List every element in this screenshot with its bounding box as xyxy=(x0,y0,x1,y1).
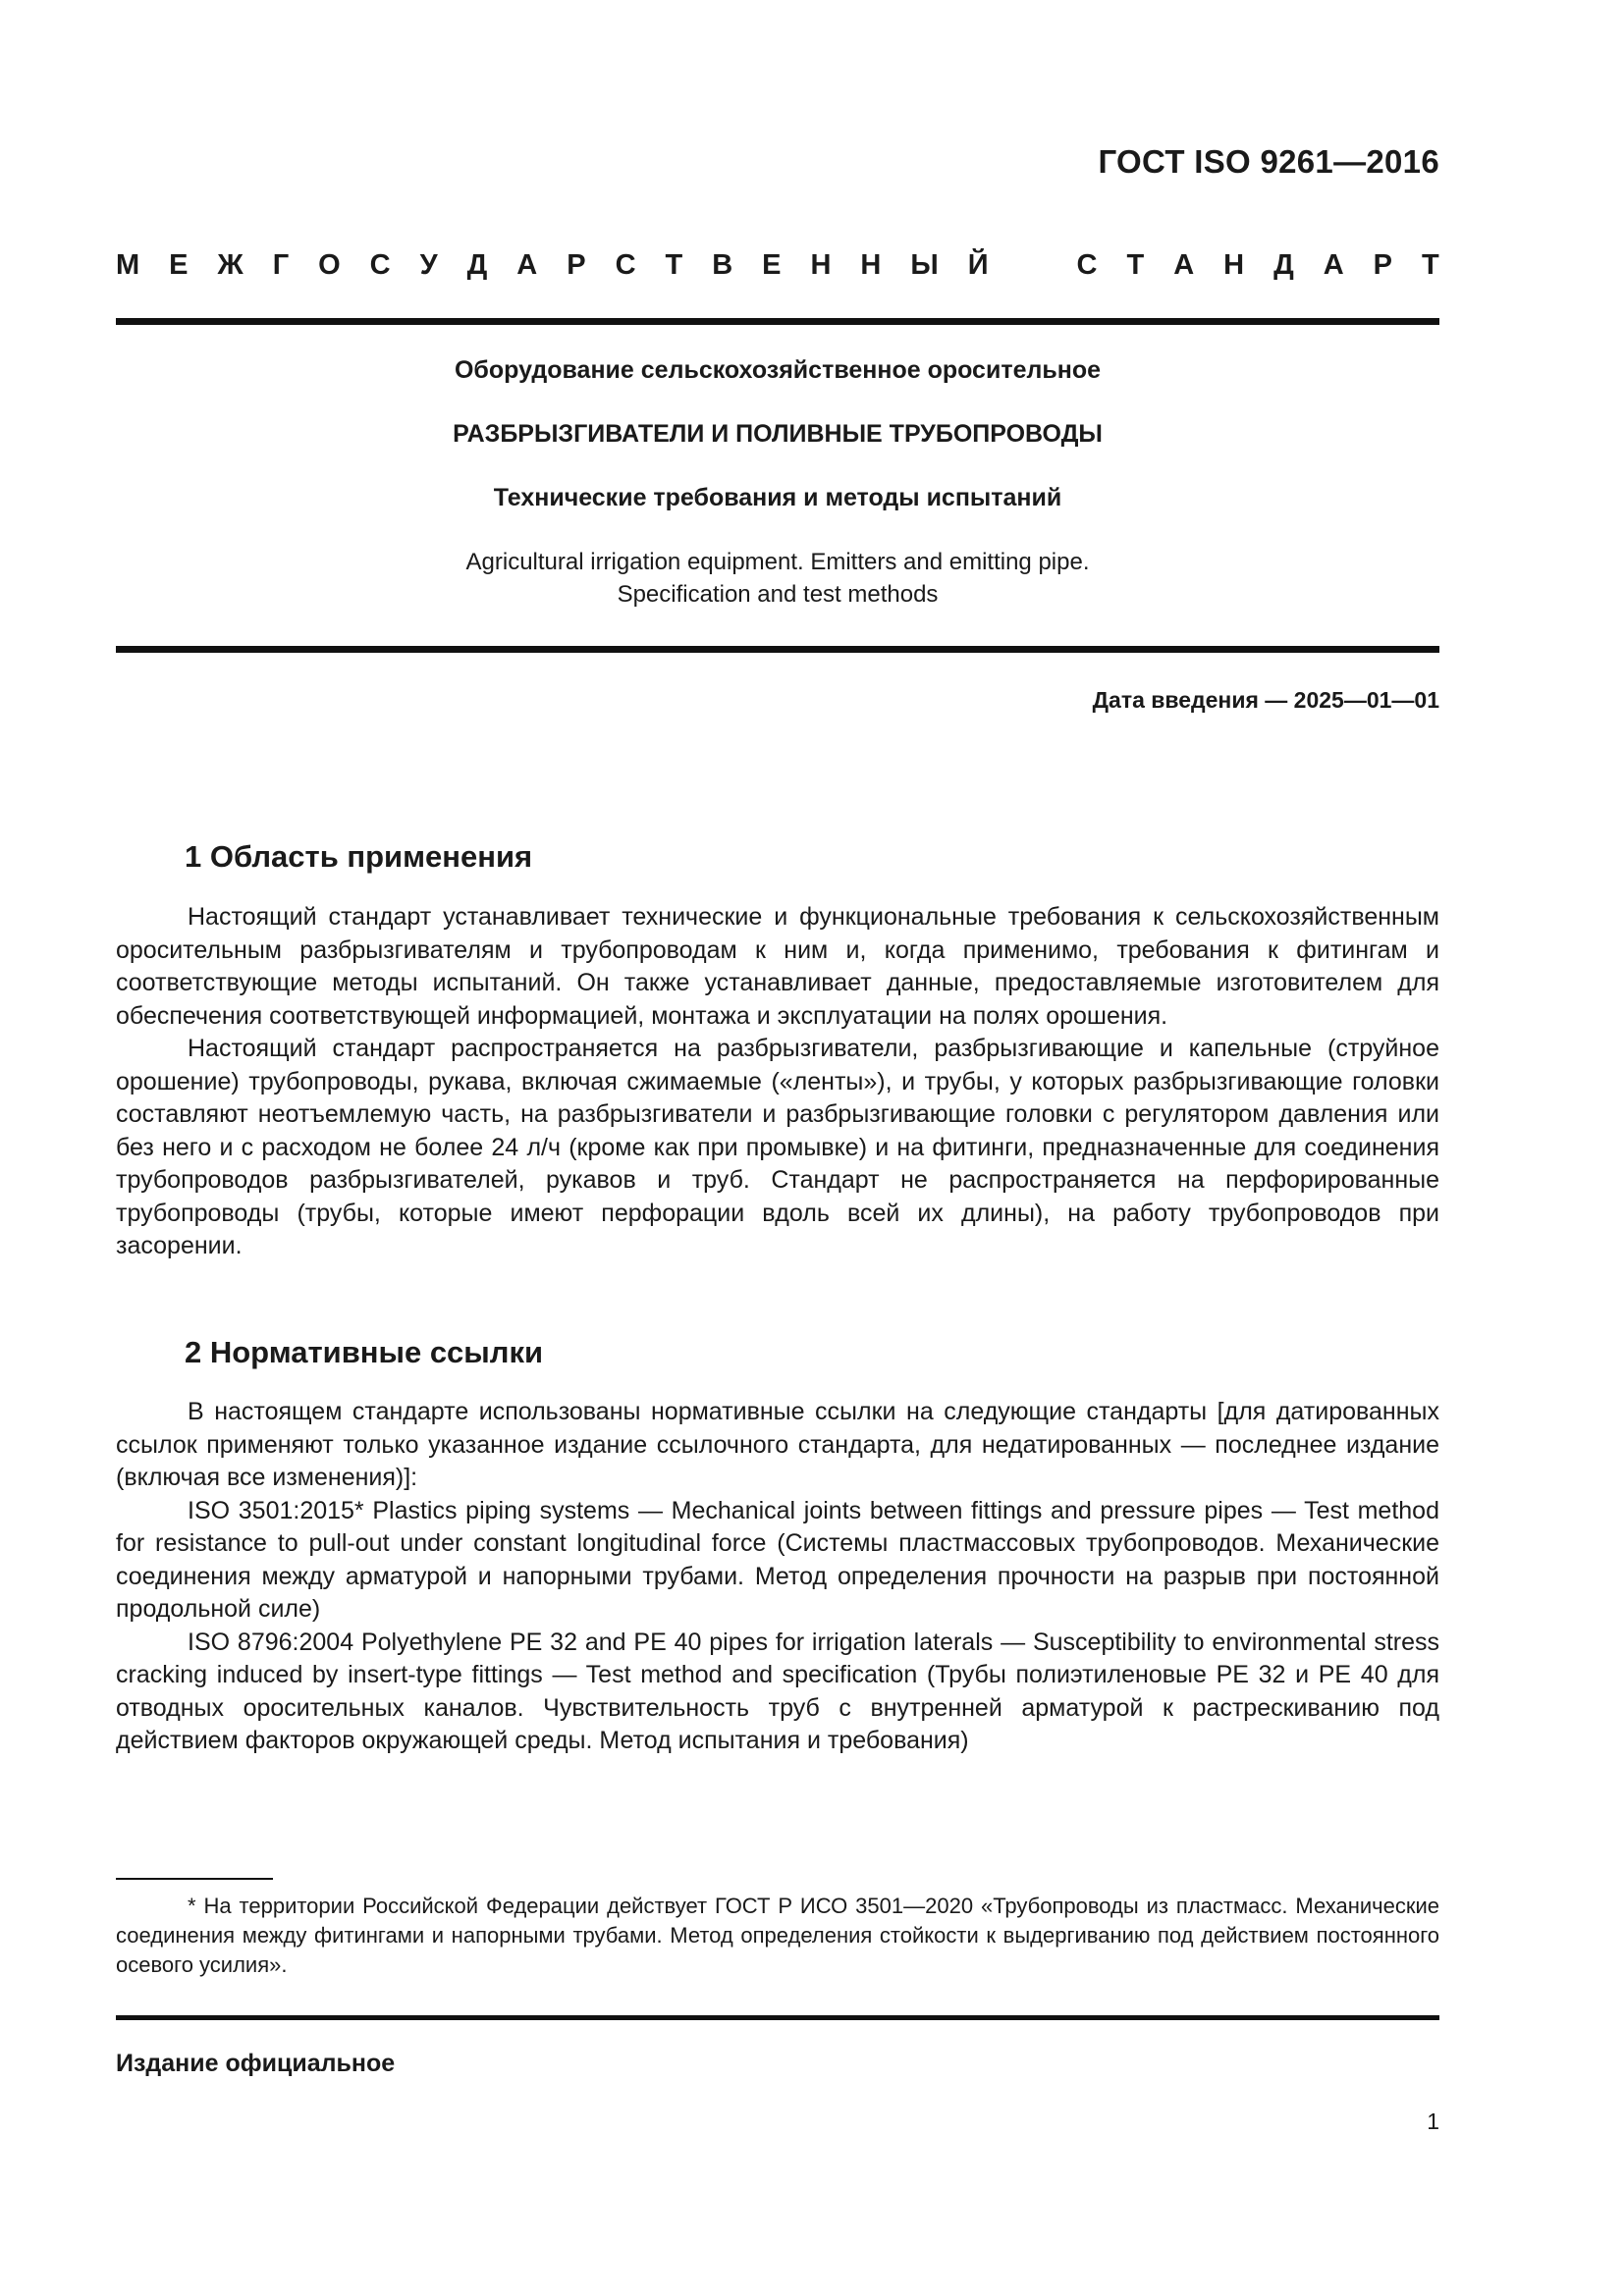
kind-letter: А xyxy=(1323,249,1344,281)
kind-letter: Т xyxy=(1421,249,1439,281)
kind-letter: Е xyxy=(169,249,189,281)
kind-letter: Н xyxy=(810,249,832,281)
paragraph: ISO 3501:2015* Plastics piping systems — Mechanical joints between fittings and pressure pipes — Test method for resistance to pull-out under constant longitudinal force (Системы пластмассовых трубопроводов. Механические соединения между арматурой и напорными трубами. Метод определения прочности на разрыв при постоянной продольной силе) xyxy=(116,1496,1439,1623)
kind-letter: Т xyxy=(665,249,683,281)
kind-letter: Ы xyxy=(910,249,939,281)
kind-letter: Й xyxy=(967,249,989,281)
footnote-text: * На территории Российской Федерации действует ГОСТ Р ИСО 3501—2020 «Трубопроводы из пластмасс. Механические соединения между фитингами и напорными трубами. Метод определения стойкости к выдергиванию под действием постоянного осевого усилия». xyxy=(116,1894,1439,1977)
page-number: 1 xyxy=(1427,2109,1439,2134)
standard-code: ГОСТ ISO 9261—2016 xyxy=(1098,143,1439,180)
kind-letter: Г xyxy=(272,249,290,281)
paragraph: ISO 8796:2004 Polyethylene PE 32 and PE 40 pipes for irrigation laterals — Susceptibility to environmental stress cracking induced by insert-type fittings — Test method and specification (Трубы полиэтиленовые PE 32 и PE 40 для отводных оросительных каналов. Чувствительность труб с внутренней арматурой к растрескиванию под действием факторов окружающей среды. Метод испытания и требования) xyxy=(116,1628,1439,1754)
paragraph: В настоящем стандарте использованы нормативные ссылки на следующие стандарты [для датированных ссылок применяют только указанное издание ссылочного стандарта, для недатированных — последнее издание (включая все изменения)]: xyxy=(116,1398,1439,1491)
kind-letter: Н xyxy=(1223,249,1245,281)
kind-letter: Ж xyxy=(217,249,244,281)
title-line-2: РАЗБРЫЗГИВАТЕЛИ И ПОЛИВНЫЕ ТРУБОПРОВОДЫ xyxy=(453,420,1103,448)
kind-letter: Т xyxy=(1126,249,1145,281)
title-english-line-2: Specification and test methods xyxy=(617,581,939,608)
kind-letter: С xyxy=(1076,249,1098,281)
header-divider xyxy=(116,318,1439,325)
paragraph: Настоящий стандарт устанавливает технические и функциональные требования к сельскохозяйственным оросительным разбрызгивателям и трубопроводам к ним и, когда применимо, требования к фитингам и соответствующие методы испытаний. Он также устанавливает данные, предоставляемые изготовителем для обеспечения соответствующей информацией, монтажа и эксплуатации на полях орошения. xyxy=(116,903,1439,1030)
kind-letter: М xyxy=(116,249,140,281)
kind-letter: Е xyxy=(762,249,782,281)
kind-letter: С xyxy=(615,249,636,281)
footer-divider xyxy=(116,2015,1439,2020)
paragraph: Настоящий стандарт распространяется на разбрызгиватели, разбрызгивающие и капельные (струйное орошение) трубопроводы, рукава, включая сжимаемые («ленты»), и трубы, у которых разбрызгивающие головки составляют неотъемлемую часть, на разбрызгиватели и разбрызгивающие головки с регулятором давления или без него и с расходом не более 24 л/ч (кроме как при промывке) и на фитинги, предназначенные для соединения трубопроводов разбрызгивателей, рукавов и труб. Стандарт не распространяется на перфорированные трубопроводы (трубы, которые имеют перфорации вдоль всей их длины), на работу трубопроводов при засорении. xyxy=(116,1035,1439,1259)
kind-letter: А xyxy=(1173,249,1195,281)
section-1-body xyxy=(116,901,1439,1263)
kind-letter: Д xyxy=(466,249,488,281)
title-divider xyxy=(116,646,1439,653)
section-2-heading: 2 Нормативные ссылки xyxy=(185,1335,544,1369)
official-edition-label: Издание официальное xyxy=(116,2050,396,2077)
kind-letter: Н xyxy=(860,249,882,281)
word-gap xyxy=(1018,249,1048,282)
standard-kind-heading xyxy=(116,249,1439,282)
title-english-line-1: Agricultural irrigation equipment. Emitters and emitting pipe. xyxy=(465,549,1090,575)
kind-letter: Д xyxy=(1273,249,1294,281)
footnote xyxy=(116,1892,1439,1980)
introduction-date: Дата введения — 2025—01—01 xyxy=(1092,687,1439,713)
kind-letter: Р xyxy=(567,249,586,281)
section-1-heading: 1 Область применения xyxy=(185,839,533,874)
kind-letter: С xyxy=(369,249,391,281)
footnote-separator xyxy=(116,1878,273,1880)
title-line-1: Оборудование сельскохозяйственное оросительное xyxy=(454,356,1102,384)
kind-letter: О xyxy=(318,249,341,281)
kind-letter: В xyxy=(712,249,733,281)
kind-letter: Р xyxy=(1373,249,1392,281)
kind-letter: У xyxy=(419,249,438,281)
section-2-body xyxy=(116,1396,1439,1758)
title-english xyxy=(116,546,1439,611)
kind-letter: А xyxy=(516,249,538,281)
title-line-3: Технические требования и методы испытаний xyxy=(493,484,1062,511)
